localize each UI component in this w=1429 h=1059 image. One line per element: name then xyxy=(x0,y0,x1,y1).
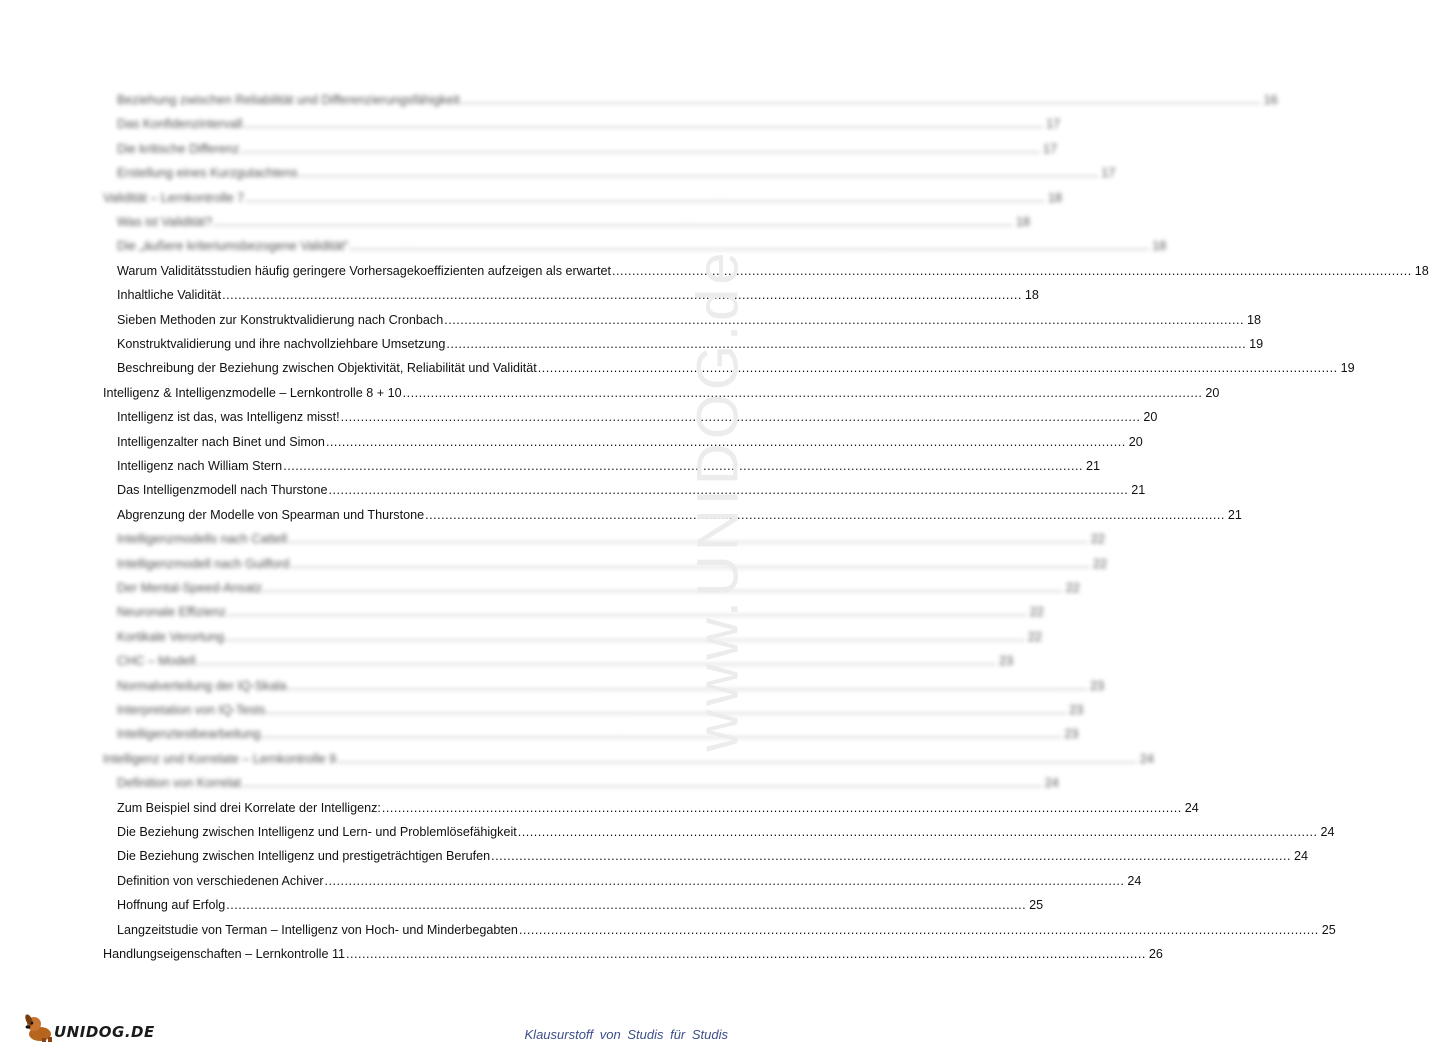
toc-entry xyxy=(117,137,1058,157)
toc-entry-title: Intelligenzmodells nach Cattell xyxy=(117,532,288,546)
toc-entry xyxy=(117,356,1355,376)
toc-entry-page: 23 xyxy=(1090,679,1105,693)
toc-entry-page: 18 xyxy=(1247,313,1262,327)
toc-entry xyxy=(103,747,1154,767)
toc-leader-dots: ........................................................................................................................................................................................................ xyxy=(402,386,1203,400)
toc-leader-dots: ........................................................................................................................................................................................................ xyxy=(337,752,1137,766)
toc-entry xyxy=(117,210,1030,230)
toc-entry-title: Intelligenzmodell nach Guilford xyxy=(117,557,290,571)
footer-tagline: Klausurstoff von Studis für Studis xyxy=(524,1027,728,1042)
toc-entry-page: 18 xyxy=(1414,264,1429,278)
toc-leader-dots: ........................................................................................................................................................................................................ xyxy=(261,727,1062,741)
toc-leader-dots: ........................................................................................................................................................................................................ xyxy=(349,239,1150,253)
toc-entry-title: Intelligenztestbearbeitung xyxy=(117,727,261,741)
toc-entry-title: Intelligenz nach William Stern xyxy=(117,459,283,473)
toc-entry-page: 24 xyxy=(1139,752,1154,766)
toc-entry xyxy=(117,893,1044,913)
toc-leader-dots: ........................................................................................................................................................................................................ xyxy=(226,605,1027,619)
toc-leader-dots: ........................................................................................................................................................................................................ xyxy=(225,630,1025,644)
toc-entry xyxy=(117,600,1044,620)
toc-leader-dots: ........................................................................................................................................................................................................ xyxy=(425,508,1225,522)
toc-entry xyxy=(117,844,1308,864)
toc-leader-dots: ........................................................................................................................................................................................................ xyxy=(346,947,1146,961)
toc-entry xyxy=(103,381,1220,401)
toc-entry-title: Intelligenz und Korrelate – Lernkontrolle 9 xyxy=(103,752,337,766)
toc-entry-page: 17 xyxy=(1043,142,1058,156)
toc-entry-page: 22 xyxy=(1027,630,1042,644)
toc-leader-dots: ........................................................................................................................................................................................................ xyxy=(290,557,1091,571)
watermark-text: www.UNIDOG.de xyxy=(685,248,751,752)
toc-entry xyxy=(117,454,1100,474)
toc-entry xyxy=(117,88,1278,108)
toc-entry xyxy=(117,478,1146,498)
toc-entry-title: Hoffnung auf Erfolg xyxy=(117,898,226,912)
toc-leader-dots: ........................................................................................................................................................................................................ xyxy=(288,532,1088,546)
toc-entry xyxy=(117,796,1199,816)
toc-leader-dots: ........................................................................................................................................................................................................ xyxy=(324,874,1125,888)
toc-entry-page: 21 xyxy=(1085,459,1100,473)
toc-entry-page: 26 xyxy=(1148,947,1163,961)
toc-leader-dots: ........................................................................................................................................................................................................ xyxy=(444,313,1245,327)
toc-entry-page: 23 xyxy=(999,654,1014,668)
toc-entry-page: 22 xyxy=(1093,557,1108,571)
toc-leader-dots: ........................................................................................................................................................................................................ xyxy=(381,801,1182,815)
toc-entry xyxy=(117,405,1158,425)
toc-entry-page: 24 xyxy=(1044,776,1059,790)
toc-entry xyxy=(103,186,1062,206)
toc-leader-dots: ........................................................................................................................................................................................................ xyxy=(340,410,1141,424)
toc-entry-title: Inhaltliche Validität xyxy=(117,288,222,302)
toc-entry xyxy=(117,259,1429,279)
toc-leader-dots: ........................................................................................................................................................................................................ xyxy=(213,215,1013,229)
toc-entry-title: Die „äußere kriteriumsbezogene Validität“ xyxy=(117,239,349,253)
toc-entry-page: 21 xyxy=(1131,483,1146,497)
toc-entry xyxy=(117,430,1143,450)
toc-entry xyxy=(117,918,1336,938)
toc-leader-dots: ........................................................................................................................................................................................................ xyxy=(328,483,1129,497)
toc-leader-dots: ........................................................................................................................................................................................................ xyxy=(517,825,1318,839)
toc-leader-dots: ........................................................................................................................................................................................................ xyxy=(226,898,1027,912)
toc-leader-dots: ........................................................................................................................................................................................................ xyxy=(196,654,997,668)
toc-entry-page: 19 xyxy=(1340,361,1355,375)
toc-entry-page: 25 xyxy=(1029,898,1044,912)
toc-entry-page: 24 xyxy=(1184,801,1199,815)
toc-entry-page: 18 xyxy=(1152,239,1167,253)
toc-leader-dots: ........................................................................................................................................................................................................ xyxy=(283,459,1083,473)
toc-entry-page: 24 xyxy=(1293,849,1308,863)
toc-entry-page: 22 xyxy=(1090,532,1105,546)
toc-entry-page: 24 xyxy=(1127,874,1142,888)
toc-entry-title: Beziehung zwischen Reliabilität und Differenzierungsfähigkeit xyxy=(117,93,460,107)
toc-entry-title: Beschreibung der Beziehung zwischen Objektivität, Reliabilität und Validität xyxy=(117,361,537,375)
toc-entry xyxy=(117,869,1142,889)
toc-entry-page: 17 xyxy=(1046,117,1061,131)
toc-leader-dots: ........................................................................................................................................................................................................ xyxy=(298,166,1099,180)
toc-entry xyxy=(117,576,1080,596)
toc-entry xyxy=(117,820,1335,840)
toc-leader-dots: ........................................................................................................................................................................................................ xyxy=(241,776,1042,790)
toc-leader-dots: ........................................................................................................................................................................................................ xyxy=(325,435,1126,449)
toc-entry-title: Der Mental-Speed-Ansatz xyxy=(117,581,262,595)
toc-leader-dots: ........................................................................................................................................................................................................ xyxy=(612,264,1412,278)
toc-entry-title: Die Beziehung zwischen Intelligenz und prestigeträchtigen Berufen xyxy=(117,849,491,863)
toc-entry-title: Die kritische Differenz xyxy=(117,142,240,156)
toc-entry-page: 17 xyxy=(1101,166,1116,180)
toc-leader-dots: ........................................................................................................................................................................................................ xyxy=(245,191,1045,205)
toc-entry-title: Validität – Lernkontrolle 7 xyxy=(103,191,245,205)
toc-entry xyxy=(117,527,1105,547)
toc-entry-title: Die Beziehung zwischen Intelligenz und Lern- und Problemlösefähigkeit xyxy=(117,825,517,839)
toc-entry xyxy=(117,161,1116,181)
footer-logo xyxy=(22,1010,155,1044)
toc-entry-page: 18 xyxy=(1024,288,1039,302)
toc-entry-title: Neuronale Effizienz xyxy=(117,605,226,619)
toc-entry-title: Das Konfidenzintervall xyxy=(117,117,243,131)
toc-entry-title: CHC – Modell xyxy=(117,654,196,668)
toc-entry xyxy=(117,234,1167,254)
toc-entry-title: Langzeitstudie von Terman – Intelligenz von Hoch- und Minderbegabten xyxy=(117,923,518,937)
toc-leader-dots: ........................................................................................................................................................................................................ xyxy=(262,581,1063,595)
toc-entry-page: 24 xyxy=(1320,825,1335,839)
toc-entry-title: Sieben Methoden zur Konstruktvalidierung nach Cronbach xyxy=(117,313,444,327)
toc-entry xyxy=(117,332,1264,352)
toc-entry-title: Intelligenz & Intelligenzmodelle – Lernkontrolle 8 + 10 xyxy=(103,386,402,400)
toc-entry-page: 18 xyxy=(1015,215,1030,229)
toc-leader-dots: ........................................................................................................................................................................................................ xyxy=(287,679,1088,693)
toc-leader-dots: ........................................................................................................................................................................................................ xyxy=(518,923,1319,937)
toc-entry-page: 18 xyxy=(1047,191,1062,205)
toc-entry-title: Abgrenzung der Modelle von Spearman und Thurstone xyxy=(117,508,425,522)
toc-entry-title: Interpretation von IQ-Tests xyxy=(117,703,266,717)
toc-entry-title: Definition von verschiedenen Achiver xyxy=(117,874,324,888)
toc-entry xyxy=(103,942,1163,962)
toc-entry-page: 16 xyxy=(1263,93,1278,107)
toc-entry-title: Intelligenz ist das, was Intelligenz misst! xyxy=(117,410,340,424)
toc-entry xyxy=(117,649,1014,669)
toc-leader-dots: ........................................................................................................................................................................................................ xyxy=(266,703,1067,717)
toc-entry-title: Konstruktvalidierung und ihre nachvollziehbare Umsetzung xyxy=(117,337,446,351)
toc-entry-page: 20 xyxy=(1143,410,1158,424)
toc-entry-title: Was ist Validität? xyxy=(117,215,213,229)
toc-entry-page: 23 xyxy=(1064,727,1079,741)
toc-entry-page: 19 xyxy=(1249,337,1264,351)
toc-leader-dots: ........................................................................................................................................................................................................ xyxy=(243,117,1044,131)
toc-entry-page: 22 xyxy=(1065,581,1080,595)
toc-entry xyxy=(117,625,1042,645)
toc-entry xyxy=(117,698,1084,718)
toc-entry-title: Das Intelligenzmodell nach Thurstone xyxy=(117,483,328,497)
dog-mascot-icon xyxy=(22,1010,56,1044)
toc-entry-title: Zum Beispiel sind drei Korrelate der Intelligenz: xyxy=(117,801,381,815)
toc-leader-dots: ........................................................................................................................................................................................................ xyxy=(460,93,1261,107)
toc-entry-title: Kortikale Verortung xyxy=(117,630,225,644)
toc-entry-title: Normalverteilung der IQ-Skala xyxy=(117,679,287,693)
toc-entry xyxy=(117,112,1061,132)
toc-entry-title: Warum Validitätsstudien häufig geringere Vorhersagekoeffizienten aufzeigen als erwartet xyxy=(117,264,612,278)
toc-entry-page: 25 xyxy=(1321,923,1336,937)
toc-entry-page: 20 xyxy=(1128,435,1143,449)
toc-entry xyxy=(117,552,1108,572)
toc-leader-dots: ........................................................................................................................................................................................................ xyxy=(537,361,1338,375)
toc-entry-page: 22 xyxy=(1029,605,1044,619)
toc-entry xyxy=(117,503,1242,523)
toc-entry-page: 21 xyxy=(1227,508,1242,522)
footer-logo-text: UNIDOG.DE xyxy=(54,1023,155,1041)
toc-entry-title: Intelligenzalter nach Binet und Simon xyxy=(117,435,325,449)
toc-leader-dots: ........................................................................................................................................................................................................ xyxy=(222,288,1022,302)
toc-leader-dots: ........................................................................................................................................................................................................ xyxy=(446,337,1247,351)
toc-entry-page: 23 xyxy=(1069,703,1084,717)
toc-entry-title: Erstellung eines Kurzgutachtens xyxy=(117,166,298,180)
toc-entry-title: Handlungseigenschaften – Lernkontrolle 11 xyxy=(103,947,346,961)
toc-entry xyxy=(117,283,1039,303)
toc-entry-title: Definition von Korrelat xyxy=(117,776,241,790)
toc-entry-page: 20 xyxy=(1205,386,1220,400)
toc-entry xyxy=(117,674,1105,694)
toc-leader-dots: ........................................................................................................................................................................................................ xyxy=(240,142,1041,156)
toc-entry xyxy=(117,722,1079,742)
toc-entry xyxy=(117,308,1262,328)
toc-leader-dots: ........................................................................................................................................................................................................ xyxy=(491,849,1291,863)
toc-entry xyxy=(117,771,1059,791)
watermark xyxy=(648,248,788,752)
